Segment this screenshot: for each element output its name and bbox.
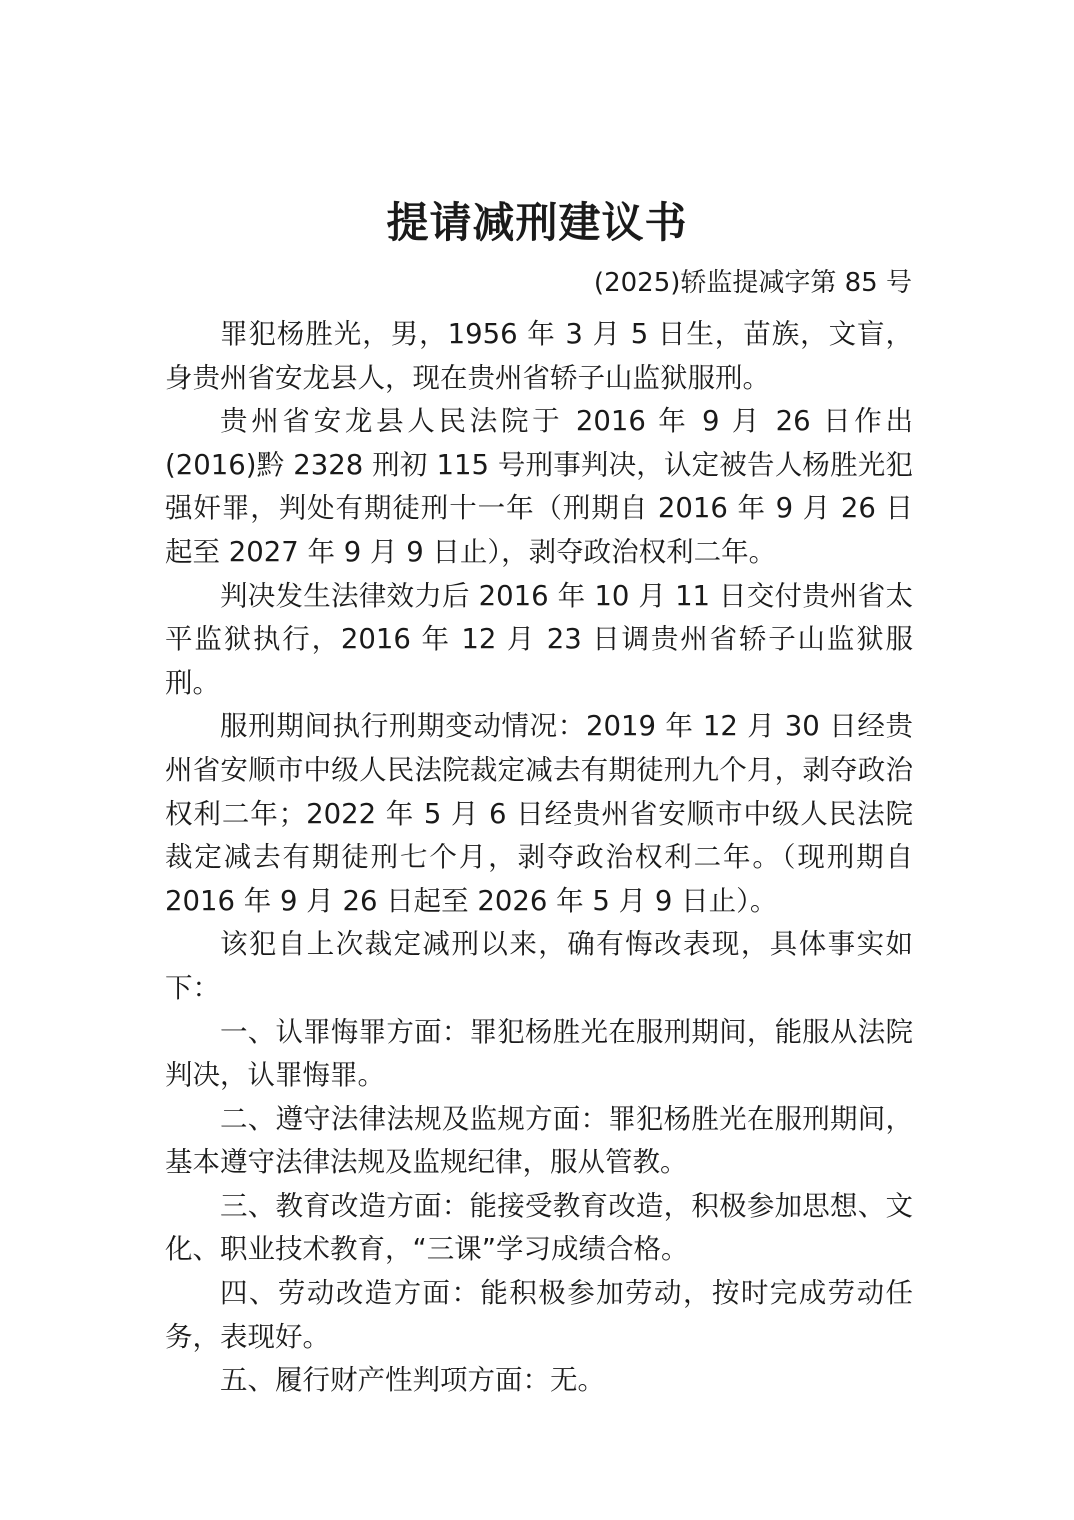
document-body: [165, 313, 913, 1403]
paragraph-item-5: 五、履行财产性判项方面：无。: [220, 1364, 605, 1397]
paragraph-item-2: 二、遵守法律法规及监规方面：罪犯杨胜光在服刑期间，基本遵守法律法规及监规纪律，服从管教。: [165, 1102, 913, 1179]
paragraph-item-4: 四、劳动改造方面：能积极参加劳动，按时完成劳动任务，表现好。: [165, 1277, 913, 1353]
paragraph-original-judgment: 贵州省安龙县人民法院于 2016 年 9 月 26 日作出(2016)黔 2328 刑初 115 号刑事判决，认定被告人杨胜光犯强奸罪，判处有期徒刑十一年（刑期自 2016 年 9 月 26 日起至 2027 年 9 月 9 日止），剥夺政治权利二年。: [165, 405, 913, 568]
paragraph-inmate-info: 罪犯杨胜光，男，1956 年 3 月 5 日生，苗族，文盲，身贵州省安龙县人，现在贵州省轿子山监狱服刑。: [165, 318, 913, 394]
paragraph-item-1: 一、认罪悔罪方面：罪犯杨胜光在服刑期间，能服从法院判决，认罪悔罪。: [165, 1015, 913, 1092]
paragraph-execution-transfer: 判决发生法律效力后 2016 年 10 月 11 日交付贵州省太平监狱执行，2016 年 12 月 23 日调贵州省轿子山监狱服刑。: [165, 579, 913, 699]
paragraph-sentence-changes: 服刑期间执行刑期变动情况：2019 年 12 月 30 日经贵州省安顺市中级人民法院裁定减去有期徒刑九个月，剥夺政治权利二年；2022 年 5 月 6 日经贵州省安顺市中级人民法院裁定减去有期徒刑七个月，剥夺政治权利二年。（现刑期自 2016 年 9 月 26 日起至 2026 年 5 月 9 日止）。: [165, 710, 913, 917]
paragraph-repentance-intro: 该犯自上次裁定减刑以来，确有悔改表现，具体事实如下：: [165, 928, 913, 1004]
paragraph-item-3: 三、教育改造方面：能接受教育改造，积极参加思想、文化、职业技术教育，“三课”学习成绩合格。: [165, 1189, 913, 1266]
document-number: (2025)轿监提减字第 85 号: [593, 268, 912, 298]
document-title: 提请减刑建议书: [386, 198, 688, 247]
